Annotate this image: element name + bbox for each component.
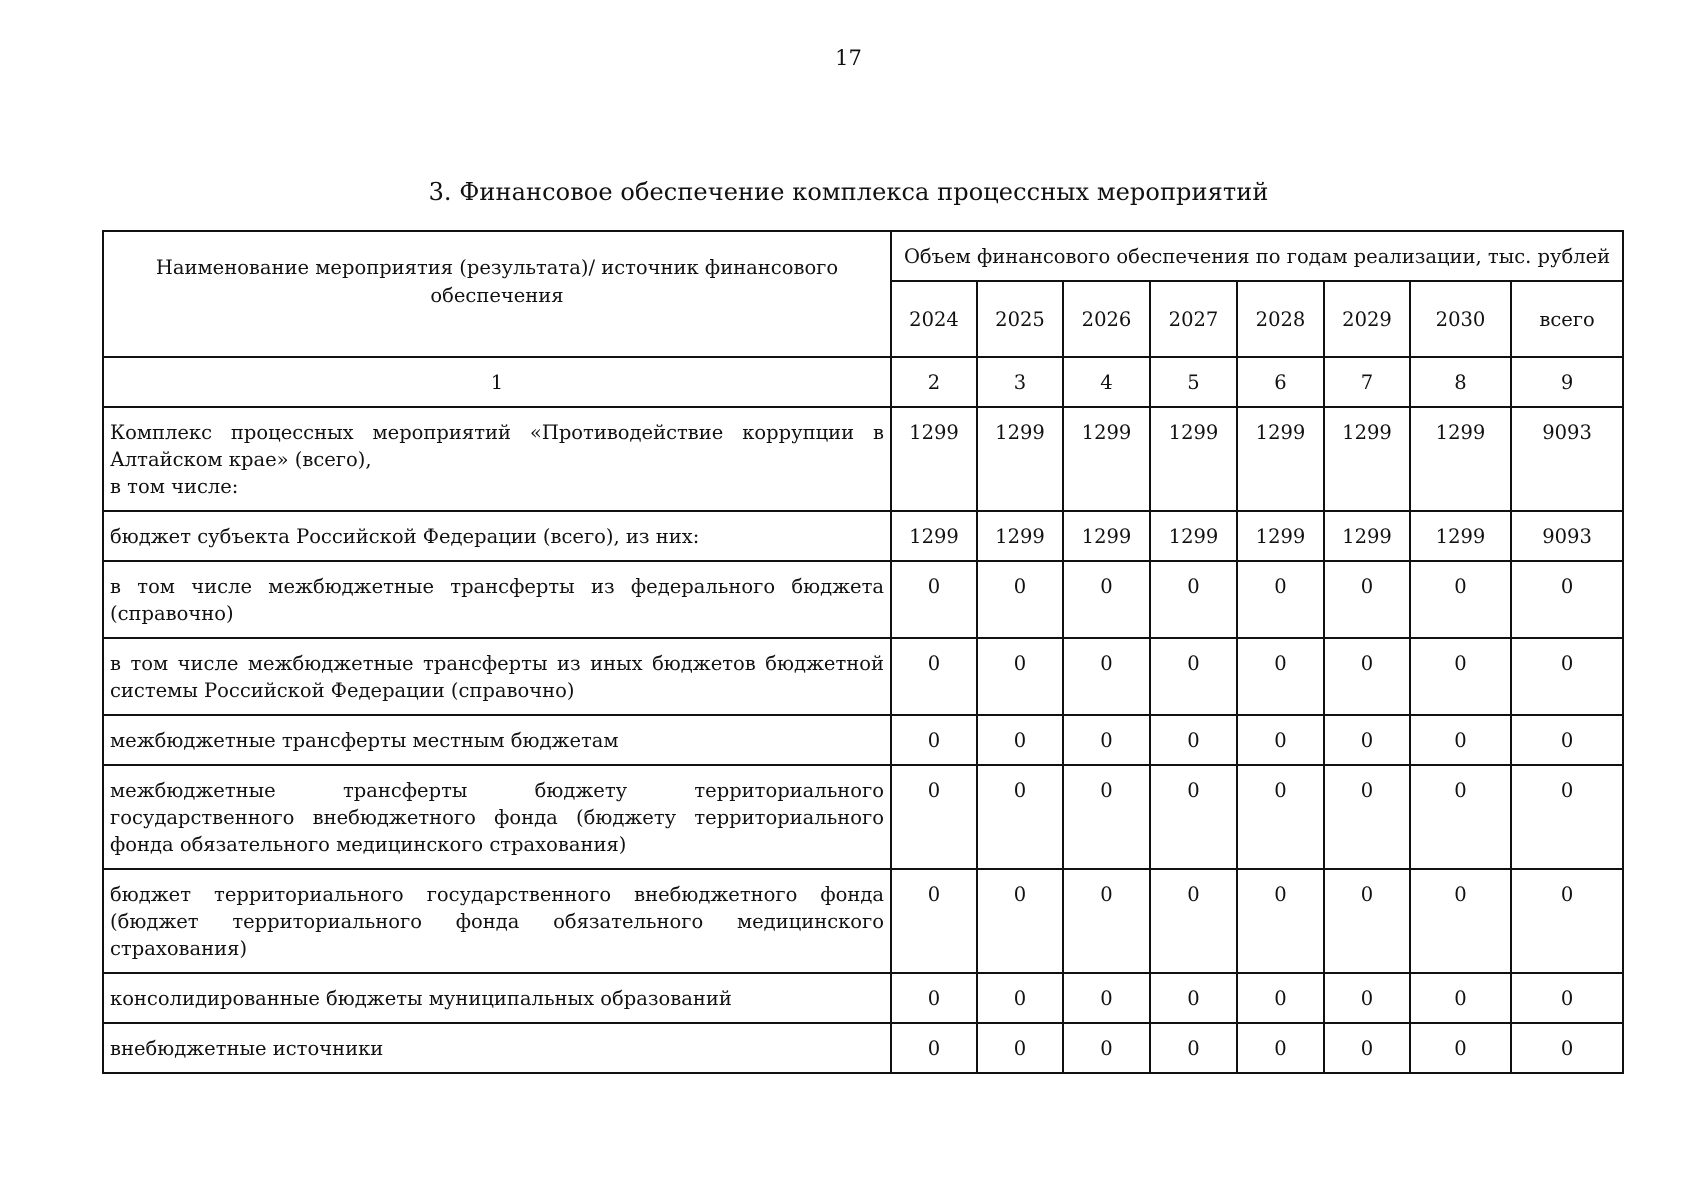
row-value-cell: 0 — [1511, 1023, 1623, 1073]
column-number-cell: 7 — [1324, 357, 1410, 407]
year-header-2027: 2027 — [1150, 281, 1237, 357]
row-value-cell: 0 — [977, 765, 1063, 869]
row-value-cell: 0 — [1237, 973, 1324, 1023]
row-value-cell: 0 — [1511, 869, 1623, 973]
row-value-cell: 0 — [891, 715, 977, 765]
header-row-top — [103, 231, 1623, 281]
column-number-cell: 8 — [1410, 357, 1511, 407]
column-number-row — [103, 357, 1623, 407]
row-value-cell: 0 — [1237, 561, 1324, 638]
row-value-cell: 0 — [1063, 765, 1150, 869]
column-number-cell: 9 — [1511, 357, 1623, 407]
row-value-cell: 1299 — [1150, 407, 1237, 511]
year-header-total: всего — [1511, 281, 1623, 357]
row-value-cell: 0 — [1511, 765, 1623, 869]
row-value-cell: 0 — [1511, 973, 1623, 1023]
row-value-cell: 1299 — [1324, 511, 1410, 561]
row-value-cell: 1299 — [1410, 407, 1511, 511]
column-number-cell: 3 — [977, 357, 1063, 407]
row-value-cell: 0 — [1410, 869, 1511, 973]
row-value-cell: 0 — [1410, 638, 1511, 715]
row-value-cell: 1299 — [1063, 511, 1150, 561]
row-value-cell: 0 — [1150, 715, 1237, 765]
row-value-cell: 0 — [1410, 1023, 1511, 1073]
row-value-cell: 0 — [1063, 715, 1150, 765]
row-value-cell: 0 — [1150, 973, 1237, 1023]
row-value-cell: 0 — [1150, 561, 1237, 638]
row-value-cell: 0 — [891, 869, 977, 973]
table-row — [103, 869, 1623, 973]
year-header-2029: 2029 — [1324, 281, 1410, 357]
table-row — [103, 765, 1623, 869]
column-number-cell: 6 — [1237, 357, 1324, 407]
column-number-cell: 2 — [891, 357, 977, 407]
row-value-cell: 0 — [891, 765, 977, 869]
row-value-cell: 0 — [1150, 1023, 1237, 1073]
row-value-cell: 0 — [891, 561, 977, 638]
row-value-cell: 0 — [1324, 638, 1410, 715]
table-row — [103, 511, 1623, 561]
row-value-cell: 0 — [1063, 561, 1150, 638]
row-value-cell: 1299 — [891, 511, 977, 561]
name-column-header: Наименование мероприятия (результата)/ источник финансового обеспечения — [103, 231, 891, 357]
column-number-cell: 1 — [103, 357, 891, 407]
row-value-cell: 0 — [1237, 765, 1324, 869]
row-label: в том числе межбюджетные трансферты из федерального бюджета (справочно) — [103, 561, 891, 638]
row-value-cell: 0 — [1511, 561, 1623, 638]
row-value-cell: 0 — [1324, 765, 1410, 869]
row-value-cell: 1299 — [1324, 407, 1410, 511]
row-label: Комплекс процессных мероприятий «Противодействие коррупции в Алтайском крае» (всего), в том числе: — [103, 407, 891, 511]
row-label: межбюджетные трансферты бюджету территориального государственного внебюджетного фонда (бюджету территориального фонда обязательного медицинского страхования) — [103, 765, 891, 869]
row-value-cell: 0 — [1324, 869, 1410, 973]
row-value-cell: 1299 — [1410, 511, 1511, 561]
column-number-cell: 5 — [1150, 357, 1237, 407]
row-label: внебюджетные источники — [103, 1023, 891, 1073]
row-value-cell: 0 — [1063, 638, 1150, 715]
row-label: консолидированные бюджеты муниципальных образований — [103, 973, 891, 1023]
year-header-2024: 2024 — [891, 281, 977, 357]
row-value-cell: 0 — [1324, 561, 1410, 638]
row-value-cell: 0 — [1237, 638, 1324, 715]
row-value-cell: 0 — [977, 1023, 1063, 1073]
table-row — [103, 1023, 1623, 1073]
row-value-cell: 0 — [977, 869, 1063, 973]
table-row — [103, 561, 1623, 638]
financing-table — [102, 230, 1624, 1074]
section-title: 3. Финансовое обеспечение комплекса процессных мероприятий — [428, 178, 1269, 206]
row-value-cell: 0 — [1410, 765, 1511, 869]
year-header-2028: 2028 — [1237, 281, 1324, 357]
row-value-cell: 0 — [1063, 869, 1150, 973]
row-value-cell: 1299 — [1063, 407, 1150, 511]
row-value-cell: 0 — [891, 638, 977, 715]
row-value-cell: 0 — [977, 715, 1063, 765]
row-label: бюджет субъекта Российской Федерации (всего), из них: — [103, 511, 891, 561]
row-value-cell: 0 — [1511, 715, 1623, 765]
row-value-cell: 0 — [891, 973, 977, 1023]
row-value-cell: 0 — [1150, 638, 1237, 715]
year-header-2026: 2026 — [1063, 281, 1150, 357]
row-value-cell: 0 — [1150, 765, 1237, 869]
row-value-cell: 0 — [1324, 715, 1410, 765]
row-value-cell: 1299 — [977, 407, 1063, 511]
table-row — [103, 407, 1623, 511]
table-row — [103, 973, 1623, 1023]
row-value-cell: 0 — [977, 561, 1063, 638]
row-value-cell: 0 — [1324, 1023, 1410, 1073]
row-value-cell: 0 — [1237, 869, 1324, 973]
table-row — [103, 638, 1623, 715]
year-header-2030: 2030 — [1410, 281, 1511, 357]
table-row — [103, 715, 1623, 765]
year-header-2025: 2025 — [977, 281, 1063, 357]
row-value-cell: 9093 — [1511, 511, 1623, 561]
row-value-cell: 1299 — [1150, 511, 1237, 561]
row-value-cell: 1299 — [1237, 511, 1324, 561]
row-value-cell: 0 — [1410, 715, 1511, 765]
row-value-cell: 0 — [977, 973, 1063, 1023]
row-value-cell: 0 — [1237, 1023, 1324, 1073]
row-value-cell: 0 — [977, 638, 1063, 715]
row-value-cell: 0 — [1511, 638, 1623, 715]
row-value-cell: 0 — [1324, 973, 1410, 1023]
row-value-cell: 1299 — [977, 511, 1063, 561]
row-value-cell: 0 — [891, 1023, 977, 1073]
row-value-cell: 0 — [1063, 1023, 1150, 1073]
row-label: межбюджетные трансферты местным бюджетам — [103, 715, 891, 765]
row-value-cell: 0 — [1237, 715, 1324, 765]
volume-column-header: Объем финансового обеспечения по годам реализации, тыс. рублей — [891, 231, 1623, 281]
row-value-cell: 0 — [1150, 869, 1237, 973]
row-value-cell: 1299 — [891, 407, 977, 511]
column-number-cell: 4 — [1063, 357, 1150, 407]
page-number: 17 — [835, 46, 862, 70]
row-value-cell: 0 — [1063, 973, 1150, 1023]
row-value-cell: 1299 — [1237, 407, 1324, 511]
row-value-cell: 9093 — [1511, 407, 1623, 511]
row-label: бюджет территориального государственного внебюджетного фонда (бюджет территориального фонда обязательного медицинского страхования) — [103, 869, 891, 973]
row-value-cell: 0 — [1410, 561, 1511, 638]
row-label: в том числе межбюджетные трансферты из иных бюджетов бюджетной системы Российской Федерации (справочно) — [103, 638, 891, 715]
row-value-cell: 0 — [1410, 973, 1511, 1023]
